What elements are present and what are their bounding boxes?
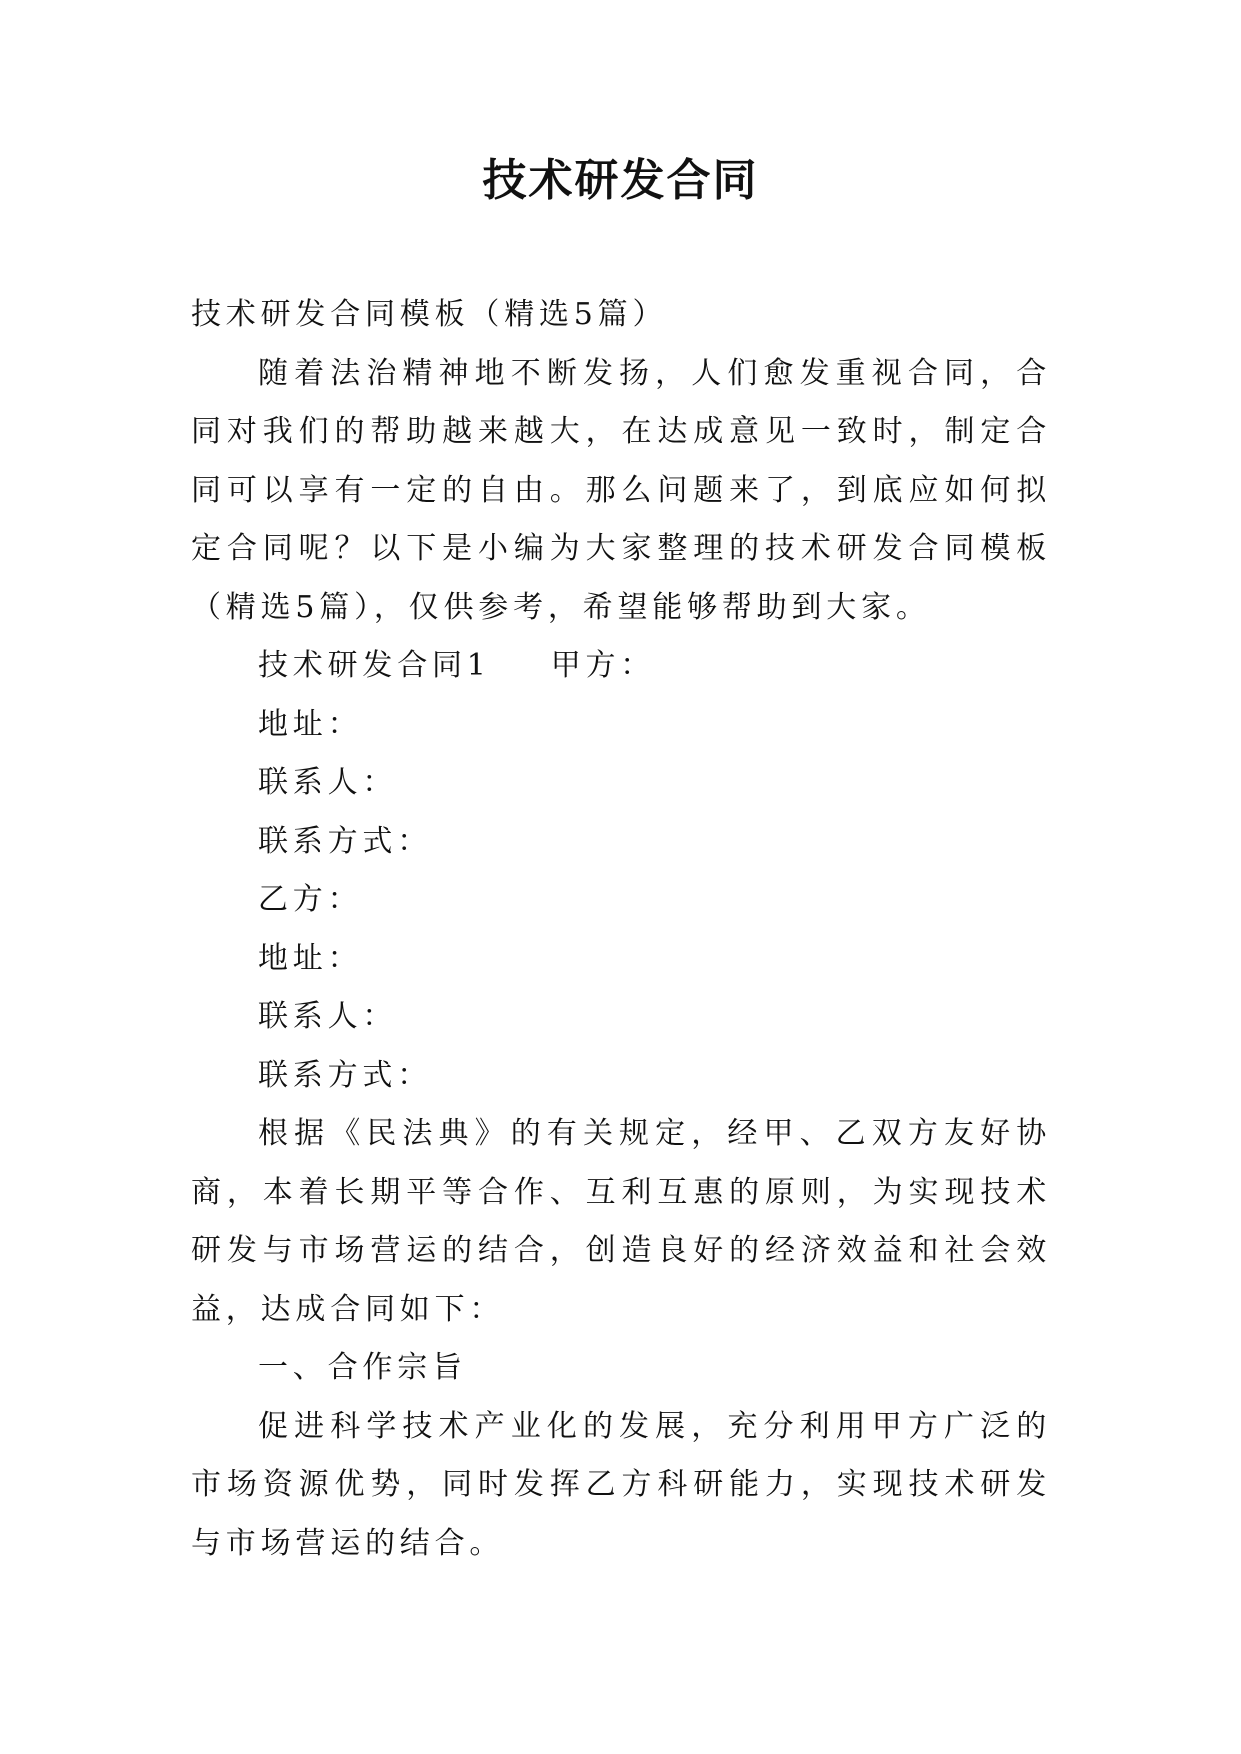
document-title: 技术研发合同 (482, 155, 759, 206)
document-body (191, 286, 1051, 1573)
section1-paragraph: 促进科学技术产业化的发展，充分利用甲方广泛的市场资源优势，同时发挥乙方科研能力，实现技术研发与市场营运的结合。 (191, 1408, 1051, 1561)
party-b-contact-method: 联系方式： (258, 1057, 432, 1093)
party-b-contact: 联系人： (258, 999, 398, 1034)
document-subtitle: 技术研发合同模板（精选5篇） (191, 297, 668, 332)
contract-heading-line (191, 637, 1051, 696)
contract-heading: 技术研发合同1 (258, 648, 491, 683)
party-b-label: 乙方： (258, 882, 363, 917)
intro-paragraph: 随着法治精神地不断发扬，人们愈发重视合同，合同对我们的帮助越来越大，在达成意见一致时，制定合同可以享有一定的自由。那么问题来了，到底应如何拟定合同呢？以下是小编为大家整理的技术研发合同模板（精选5篇），仅供参考，希望能够帮助到大家。 (191, 355, 1051, 625)
party-a-contact: 联系人： (258, 765, 398, 800)
party-a-contact-method: 联系方式： (258, 823, 432, 859)
party-b-address: 地址： (258, 940, 363, 976)
section1-heading: 一、合作宗旨 (258, 1350, 467, 1385)
party-a-address: 地址： (258, 706, 363, 742)
party-a-label: 甲方： (550, 648, 656, 683)
preamble-paragraph: 根据《民法典》的有关规定，经甲、乙双方友好协商，本着长期平等合作、互利互惠的原则，为实现技术研发与市场营运的结合，创造良好的经济效益和社会效益，达成合同如下： (191, 1116, 1051, 1327)
